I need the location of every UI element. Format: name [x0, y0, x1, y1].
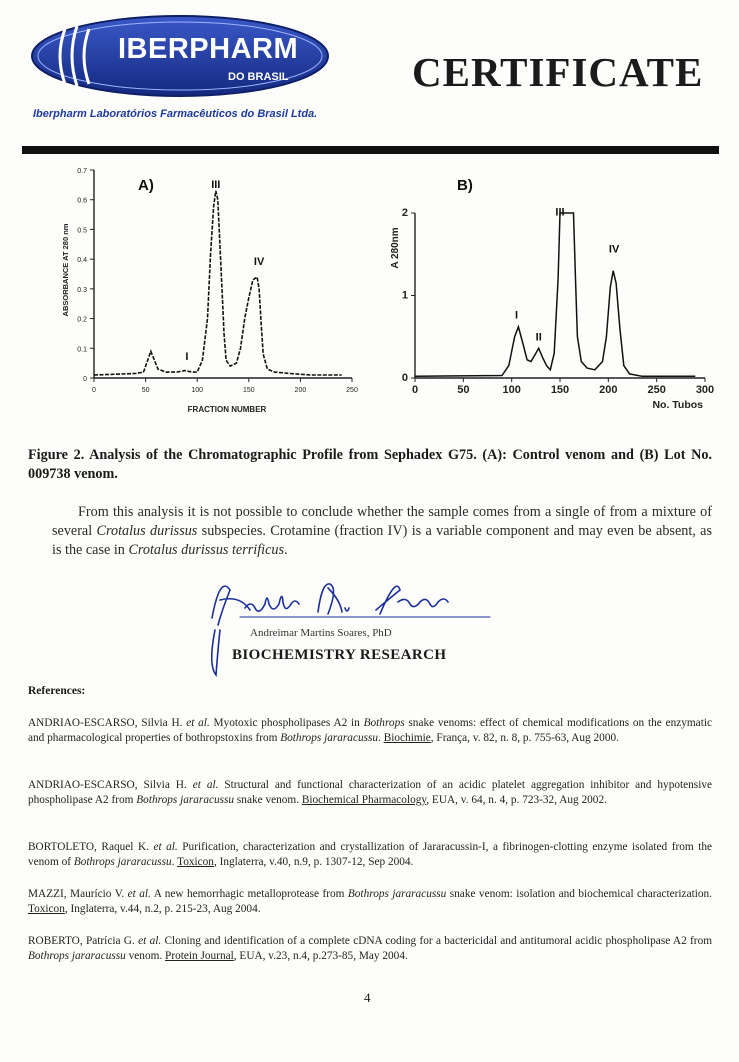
signatory-name: Andreimar Martins Soares, PhD	[250, 627, 392, 639]
x-tick-label: 100	[191, 387, 204, 394]
panel-label: B)	[457, 177, 473, 194]
chart-b	[385, 168, 715, 418]
x-axis-label: No. Tubos	[652, 399, 703, 411]
species-name: Crotalus durissus	[96, 523, 198, 539]
y-tick-label: 0.5	[77, 227, 87, 235]
logo-sub-text: DO BRASIL	[228, 71, 289, 83]
iberpharm-logo	[30, 14, 330, 98]
reference-item: ANDRIAO-ESCARSO, Silvia H. et al. Myotoxic phospholipases A2 in Bothrops snake venoms: effect of chemical modifications on the enzymatic and pharmacological properties of bothropstoxins from Bothrops jararacussu. Biochimie, França, v. 82, n. 8, p. 755-63, Aug 2000.	[28, 717, 712, 744]
reference-item: ANDRIAO-ESCARSO, Silvia H. et al. Structural and functional characterization of an acidic platelet aggregation inhibitor and hypotensive phospholipase A2 from Bothrops jararacussu snake venom. Biochemical Pharmacology, EUA, v. 64, n. 4, p. 723-32, Aug 2002.	[28, 779, 712, 806]
y-axis-label: ABSORBANCE AT 280 nm	[61, 223, 70, 317]
x-tick-label: 200	[294, 387, 307, 394]
logo-brand-text: IBERPHARM	[118, 33, 299, 65]
y-tick-label: 0.6	[77, 197, 87, 205]
species-name: Crotalus durissus terrificus	[128, 542, 285, 558]
certificate-title: CERTIFICATE	[412, 49, 704, 95]
x-axis-label: FRACTION NUMBER	[187, 405, 267, 414]
peak-label: III	[211, 178, 221, 191]
reference-item: MAZZI, Maurício V. et al. A new hemorrhagic metalloprotease from Bothrops jararacussu snake venom: isolation and biochemical characterization. Toxicon, Inglaterra, v.44, n.2, p. 215-23, Aug 2004.	[28, 888, 712, 915]
x-tick-label: 0	[411, 384, 419, 396]
signatory-title: BIOCHEMISTRY RESEARCH	[232, 647, 447, 663]
y-tick-label: 0.7	[77, 168, 87, 175]
x-tick-label: 0	[92, 387, 96, 394]
x-tick-label: 250	[647, 384, 666, 396]
references-heading: References:	[28, 685, 86, 697]
y-tick-label: 0.4	[77, 257, 87, 265]
x-tick-label: 250	[346, 387, 358, 394]
x-tick-label: 50	[141, 387, 150, 394]
header-divider	[22, 146, 719, 154]
x-tick-label: 50	[457, 384, 470, 396]
x-tick-label: 200	[599, 384, 618, 396]
chart-a	[52, 160, 372, 420]
x-tick-label: 100	[502, 384, 521, 396]
y-tick-label: 2	[401, 207, 408, 219]
reference-item: BORTOLETO, Raquel K. et al. Purification, characterization and crystallization of Jararacussin-I, a fibrinogen-clotting enzyme isolated from the venom of Bothrops jararacussu. Toxicon, Inglaterra, v.40, n.9, p. 1307-12, Sep 2004.	[28, 841, 712, 868]
peak-label: IV	[253, 256, 265, 269]
peak-label: IV	[608, 243, 620, 256]
series-line	[415, 213, 695, 376]
y-axis-label: A 280nm	[390, 227, 401, 269]
peak-label: I	[185, 351, 189, 364]
figure-caption: Figure 2. Analysis of the Chromatographic Profile from Sephadex G75. (A): Control venom and (B) Lot No. 009738 venom.	[28, 447, 712, 482]
y-tick-label: 0.1	[77, 346, 87, 354]
reference-item: ROBERTO, Patrícia G. et al. Cloning and identification of a complete cDNA coding for a bactericidal and antitumoral acidic phospholipase A2 from Bothrops jararacussu venom. Protein Journal, EUA, v.23, n.4, p.273-85, May 2004.	[28, 935, 713, 962]
x-tick-label: 150	[550, 384, 570, 396]
y-tick-label: 0.2	[77, 316, 87, 324]
x-tick-label: 150	[242, 387, 255, 394]
series-line	[94, 191, 342, 375]
x-tick-label: 300	[695, 384, 715, 396]
y-tick-label: 0	[401, 372, 408, 384]
y-tick-label: 0.3	[77, 286, 87, 294]
y-tick-label: 0	[83, 376, 87, 383]
page-number: 4	[364, 990, 371, 1005]
peak-label: II	[535, 331, 542, 344]
company-name: Iberpharm Laboratórios Farmacêuticos do Brasil Ltda.	[33, 108, 318, 120]
panel-label: A)	[138, 177, 154, 194]
y-tick-label: 1	[401, 289, 408, 302]
peak-label: I	[514, 309, 519, 322]
peak-label: III	[555, 206, 565, 219]
analysis-paragraph: From this analysis it is not possible to conclude whether the sample comes from a single of from a mixture of several Crotalus durissus subspecies. Crotamine (fraction IV) is a variable component and may even be absent, as is the case in Crotalus durissus terrificus.	[52, 504, 712, 558]
